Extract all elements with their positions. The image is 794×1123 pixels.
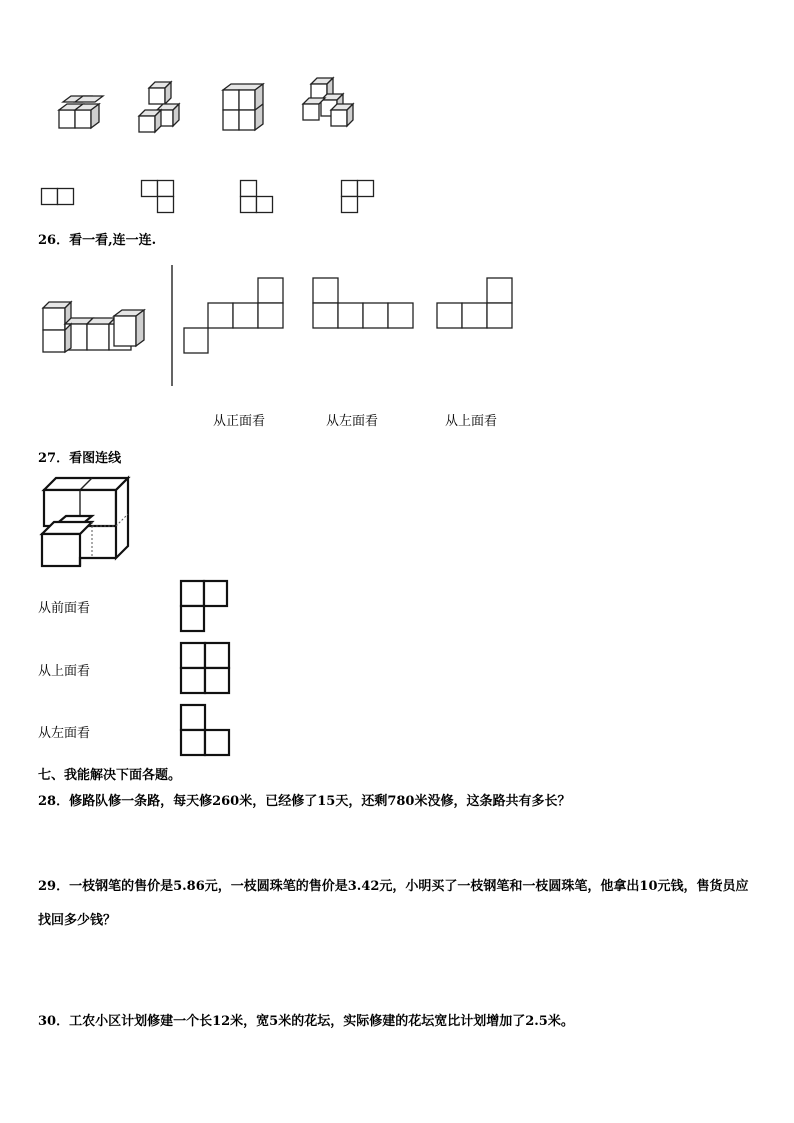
q26-title: 26．看一看,连一连. [38,233,157,248]
q27-view-3 [180,704,232,758]
q26-view-option-2 [312,277,416,331]
q26-label-top: 从上面看 [445,414,498,429]
iso-figure-1 [55,92,105,132]
q27-solid-figure [40,476,132,570]
q26-view-option-1 [183,277,285,355]
q26-solid-figure [40,298,160,356]
q29-text: 29．一枝钢笔的售价是5.86元，一枝圆珠笔的售价是3.42元，小明买了一枝钢笔和一枝圆珠笔，他拿出10元钱，售货员应找回多少钱？ [38,879,749,928]
view-shape-3 [240,180,276,216]
iso-figure-4 [301,78,357,134]
q27-label-front: 从前面看 [38,601,91,616]
q27-label-left: 从左面看 [38,726,91,741]
view-shape-1 [41,188,77,208]
iso-figure-3 [221,84,271,132]
q28-text: 28．修路队修一条路，每天修260米，已经修了15天，还剩780米没修，这条路共有多长？ [38,794,571,809]
view-shape-2 [141,180,177,216]
q27-view-1 [180,580,230,634]
q27-view-2 [180,642,232,696]
q27-title: 27．看图连线 [38,451,122,466]
q26-label-left: 从左面看 [326,414,379,429]
q26-divider-line [170,265,174,387]
iso-figure-2 [137,82,187,134]
q30-text: 30．工农小区计划修建一个长12米，宽5米的花坛，实际修建的花坛宽比计划增加了2.5米。 [38,1014,574,1029]
q26-view-option-3 [436,277,516,331]
view-shape-4 [341,180,377,216]
q27-label-top: 从上面看 [38,664,91,679]
section-7-title: 七、我能解决下面各题。 [38,768,182,783]
q26-label-front: 从正面看 [213,414,266,429]
